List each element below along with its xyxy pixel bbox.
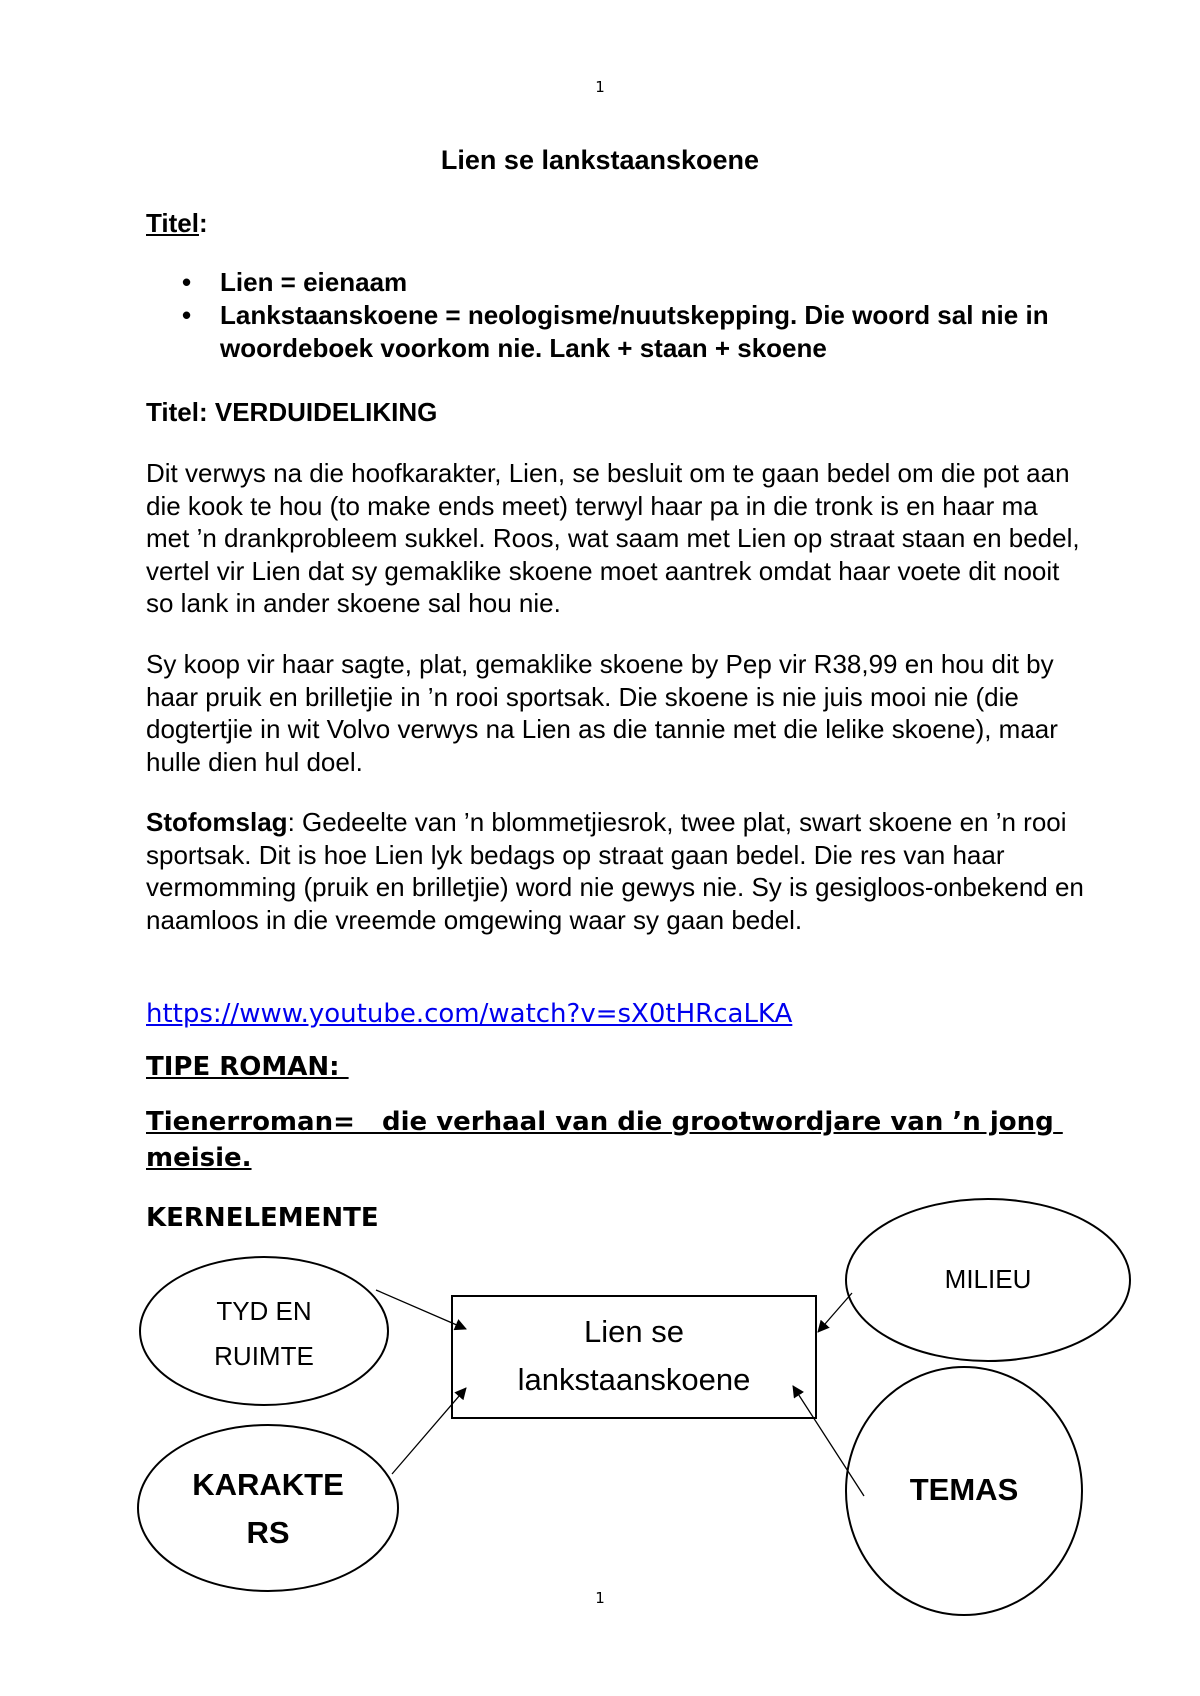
titel-label: Titel — [146, 208, 199, 238]
bullet-item: • Lien = eienaam — [146, 266, 1066, 299]
center-label — [452, 1308, 816, 1404]
page-number-top: 1 — [595, 78, 605, 96]
tyd-ruimte-label — [184, 1289, 344, 1379]
karakters-line-1: KARAKTE — [192, 1467, 344, 1502]
tipe-roman-heading: TIPE ROMAN: — [146, 1052, 349, 1082]
arrow-milieu-to-center — [818, 1293, 852, 1332]
center-line-2: lankstaanskoene — [517, 1362, 751, 1397]
bullet-item: • Lankstaanskoene = neologisme/nuutskepping. Die woord sal nie in woordeboek voorkom nie. Lank + staan + skoene — [146, 299, 1066, 365]
paragraph-1: Dit verwys na die hoofkarakter, Lien, se besluit om te gaan bedel om die pot aan die kook te hou (to make ends meet) terwyl haar pa in die tronk is en haar ma met ’n drankprobleem sukkel. Roos, wat saam met Lien op straat staan en bedel, vertel vir Lien dat sy gemaklike skoene moet aantrek omdat haar voete dit nooit so lank in ander skoene sal hou nie. — [146, 458, 1080, 618]
page-number-bottom: 1 — [595, 1589, 605, 1607]
karakters-line-2: RS — [246, 1515, 290, 1550]
stofomslag-label: Stofomslag — [146, 807, 288, 837]
kernelemente-heading: KERNELEMENTE — [146, 1203, 379, 1233]
document-title: Lien se lankstaanskoene — [440, 145, 760, 175]
tienerroman-definition: Tienerroman= die verhaal van die grootwordjare van ’n jong meisie. — [146, 1107, 1063, 1173]
stofomslag-text: : Gedeelte van ’n blommetjiesrok, twee plat, swart skoene en ’n rooi sportsak. Dit is hoe Lien lyk bedags op straat gaan bedel. Die res van haar vermomming (pruik en brilletjie) word nie gewys nie. Sy is gesigloos-onbekend en naamloos in die vreemde omgewing waar sy gaan bedel. — [146, 807, 1084, 935]
temas-label: TEMAS — [909, 1472, 1019, 1507]
tyd-line-2: RUIMTE — [214, 1341, 314, 1371]
youtube-link[interactable]: https://www.youtube.com/watch?v=sX0tHRcaLKA — [146, 999, 793, 1029]
tyd-line-1: TYD EN — [216, 1296, 312, 1326]
milieu-label: MILIEU — [944, 1264, 1032, 1294]
center-line-1: Lien se — [584, 1314, 684, 1349]
verduideliking-heading: Titel: VERDUIDELIKING — [146, 397, 438, 427]
titel-colon: : — [198, 208, 208, 238]
karakters-label — [168, 1461, 368, 1557]
paragraph-2: Sy koop vir haar sagte, plat, gemaklike skoene by Pep vir R38,99 en hou dit by haar pruik en brilletjie in ’n rooi sportsak. Die skoene is nie juis mooi nie (die dogtertjie in wit Volvo verwys na Lien as die tannie met die lelike skoene), maar hulle dien hul doel. — [146, 649, 1058, 777]
